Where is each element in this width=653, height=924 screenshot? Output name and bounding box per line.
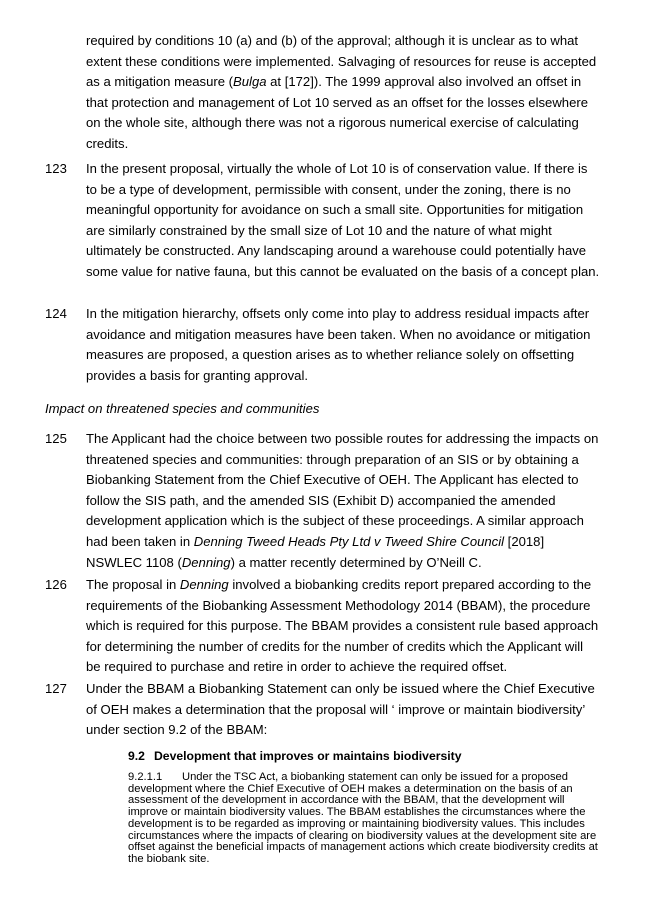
quoted-clause: [128, 772, 598, 866]
quoted-section-heading: [128, 748, 461, 764]
paragraph-number: 127: [45, 681, 67, 696]
text-segment: [2018] NSWLEC 1108 (: [86, 533, 545, 570]
text-segment: The proposal in: [86, 577, 180, 592]
text-segment: ) a matter recently determined by O’Neill C.: [230, 554, 482, 570]
quoted-clause-number: 9.2.1.1: [128, 771, 163, 783]
case-name-italic: Denning Tweed Heads Pty Ltd v Tweed Shire Council: [193, 533, 505, 549]
case-short-name-italic: Denning: [181, 554, 231, 570]
quoted-clause-text: Under the TSC Act, a biobanking statement can only be issued for a proposed development where the Chief Executive of OEH makes a determination on the basis of an assessment of the development in accordance with the BBAM, that the development will improve or maintain biodiversity values. The BBAM establishes the circumstances where the development is to be regarded as improving or maintaining biodiversity values. This includes circumstances where the impacts of clearing on biodiversity values at the development site are offset against the beneficial impacts of management actions which create biodiversity credits at the biobank site.: [128, 771, 598, 865]
quoted-section-number: 9.2: [128, 749, 145, 763]
paragraph-text: In the present proposal, virtually the whole of Lot 10 is of conservation value. If there is to be a type of development, permissible with consent, under the zoning, there is no meaningful opportunity for avoidance on such a small site. Opportunities for mitigation are similarly constrained by the small size of Lot 10 and the nature of what might ultimately be constructed. Any landscaping around a warehouse could potentially have some value for native fauna, but this cannot be evaluated on the basis of a concept plan.: [86, 161, 600, 279]
text-segment: involved a biobanking credits report prepared according to the requirements of the Biobanking Assessment Methodology 2014 (BBAM), the procedure which is required for this purpose. The BBAM provides a consistent rule based approach for determining the number of credits for the number of credits which the Applicant will be required to purchase and retire in order to achieve the required offset.: [86, 577, 599, 675]
section-heading: Impact on threatened species and communities: [45, 401, 320, 416]
case-name-italic: Bulga: [233, 74, 267, 90]
paragraph-number: 124: [45, 306, 67, 321]
paragraph-text: [86, 429, 600, 573]
paragraph-number: 125: [45, 431, 67, 446]
paragraph-text: In the mitigation hierarchy, offsets only come into play to address residual impacts after avoidance and mitigation measures have been taken. When no avoidance or mitigation measures are proposed, a question arises as to whether reliance solely on offsetting provides a basis for granting approval.: [86, 306, 591, 383]
quoted-section-title: Development that improves or maintains biodiversity: [154, 749, 462, 763]
paragraph-text: [86, 575, 600, 678]
paragraph-number: 123: [45, 161, 67, 176]
case-short-name-italic: Denning: [179, 577, 229, 592]
paragraph-text: [86, 31, 600, 155]
text-segment: at [172]). The 1999 approval also involved an offset in that protection and management of Lot 10 served as an offset for the losses elsewhere on the whole site, although there was not a rigorous numerical exercise of calculating credits.: [86, 74, 588, 151]
paragraph-text: Under the BBAM a Biobanking Statement can only be issued where the Chief Executive of OEH makes a determination that the proposal will ‘ improve or maintain biodiversity’ under section 9.2 of the BBAM:: [86, 681, 595, 738]
text-segment: required by conditions 10 (a) and (b) of the approval; although it is unclear as to what extent these conditions were implemented. Salvaging of resources for reuse is accepted as a mitigation measure (: [86, 33, 597, 90]
text-segment: The Applicant had the choice between two possible routes for addressing the impacts on threatened species and communities: through preparation of an SIS or by obtaining a Biobanking Statement from the Chief Executive of OEH. The Applicant has elected to follow the SIS path, and the amended SIS (Exhibit D) accompanied the amended development application which is the subject of these proceedings. A similar approach had been taken in: [86, 431, 599, 549]
paragraph-number: 126: [45, 577, 67, 592]
